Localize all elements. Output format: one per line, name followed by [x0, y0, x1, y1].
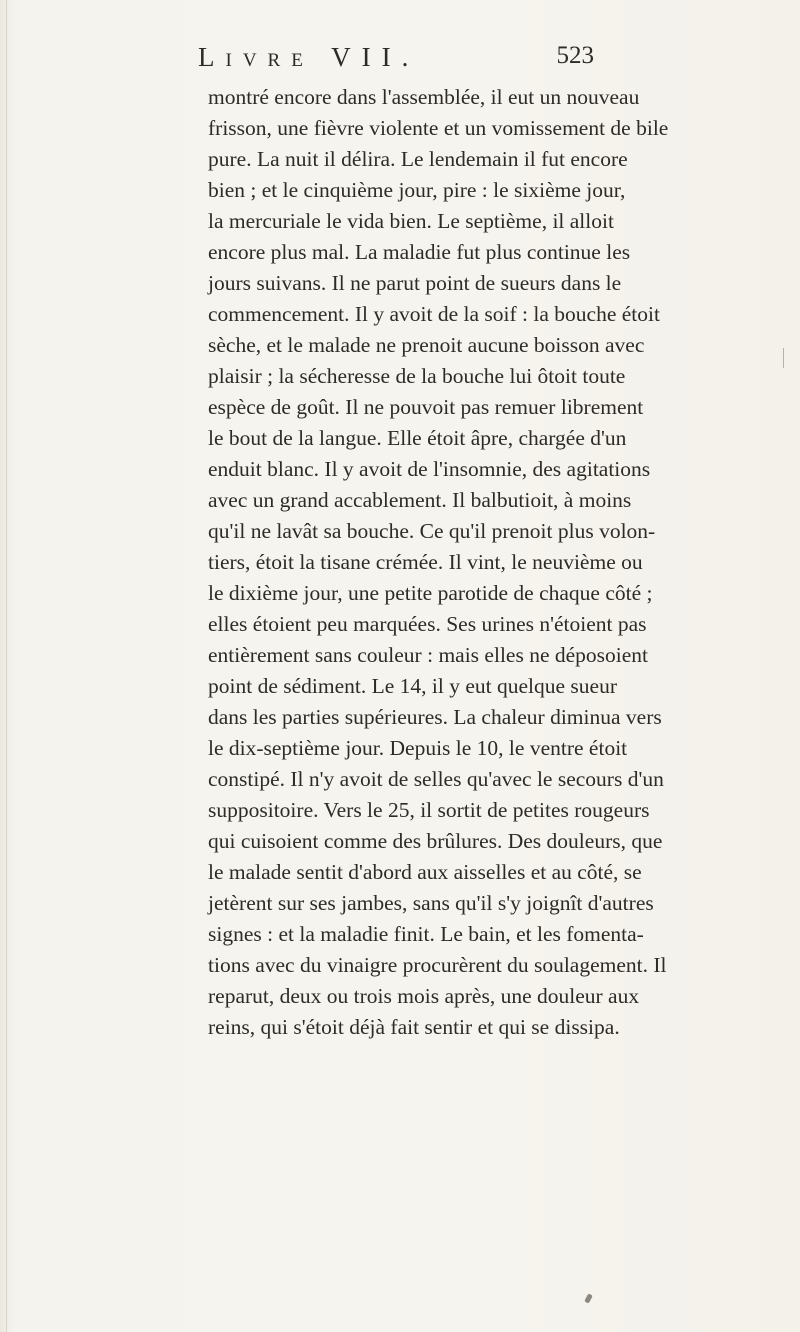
text-line: enduit blanc. Il y avoit de l'insomnie, des agitations — [208, 457, 651, 481]
running-head — [198, 42, 594, 82]
text-line: signes : et la maladie finit. Le bain, et les fomenta- — [208, 922, 644, 946]
text-line: dans les parties supérieures. La chaleur diminua vers — [208, 705, 662, 729]
text-line: le malade sentit d'abord aux aisselles et au côté, se — [208, 860, 642, 884]
text-line: jetèrent sur ses jambes, sans qu'il s'y joignît d'autres — [208, 891, 654, 915]
text-line: commencement. Il y avoit de la soif : la bouche étoit — [208, 302, 660, 326]
text-line: le bout de la langue. Elle étoit âpre, chargée d'un — [208, 426, 627, 450]
text-line: suppositoire. Vers le 25, il sortit de petites rougeurs — [208, 798, 650, 822]
text-line: bien ; et le cinquième jour, pire : le sixième jour, — [208, 178, 626, 202]
text-line: reparut, deux ou trois mois après, une douleur aux — [208, 984, 640, 1008]
text-line: la mercuriale le vida bien. Le septième, il alloit — [208, 209, 614, 233]
text-line: pure. La nuit il délira. Le lendemain il fut encore — [208, 147, 628, 171]
text-line: jours suivans. Il ne parut point de sueurs dans le — [208, 271, 622, 295]
text-line: frisson, une fièvre violente et un vomissement de bile — [208, 116, 669, 140]
text-line: tiers, étoit la tisane crémée. Il vint, le neuvième ou — [208, 550, 643, 574]
text-line: le dixième jour, une petite parotide de chaque côté ; — [208, 581, 653, 605]
body-text — [208, 82, 669, 1043]
text-line: elles étoient peu marquées. Ses urines n'étoient pas — [208, 612, 647, 636]
text-line: encore plus mal. La maladie fut plus continue les — [208, 240, 631, 264]
text-line: avec un grand accablement. Il balbutioit, à moins — [208, 488, 632, 512]
ink-speck — [584, 1293, 593, 1303]
text-line: tions avec du vinaigre procurèrent du soulagement. Il — [208, 953, 667, 977]
text-line: entièrement sans couleur : mais elles ne déposoient — [208, 643, 649, 667]
text-line: constipé. Il n'y avoit de selles qu'avec le secours d'un — [208, 767, 664, 791]
text-line: espèce de goût. Il ne pouvoit pas remuer librement — [208, 395, 644, 419]
text-line: montré encore dans l'assemblée, il eut un nouveau — [208, 85, 640, 109]
text-line: sèche, et le malade ne prenoit aucune boisson avec — [208, 333, 645, 357]
text-line: qui cuisoient comme des brûlures. Des douleurs, que — [208, 829, 663, 853]
text-line: qu'il ne lavât sa bouche. Ce qu'il prenoit plus volon- — [208, 519, 656, 543]
running-title: Livre VII. — [198, 42, 420, 72]
margin-mark — [783, 348, 784, 368]
page-gutter-edge — [6, 0, 7, 1332]
page-number: 523 — [556, 42, 594, 69]
text-line: le dix-septième jour. Depuis le 10, le ventre étoit — [208, 736, 628, 760]
text-line: plaisir ; la sécheresse de la bouche lui ôtoit toute — [208, 364, 626, 388]
text-line: point de sédiment. Le 14, il y eut quelque sueur — [208, 674, 618, 698]
text-line-final: reins, qui s'étoit déjà fait sentir et qui se dissipa. — [208, 1015, 620, 1039]
